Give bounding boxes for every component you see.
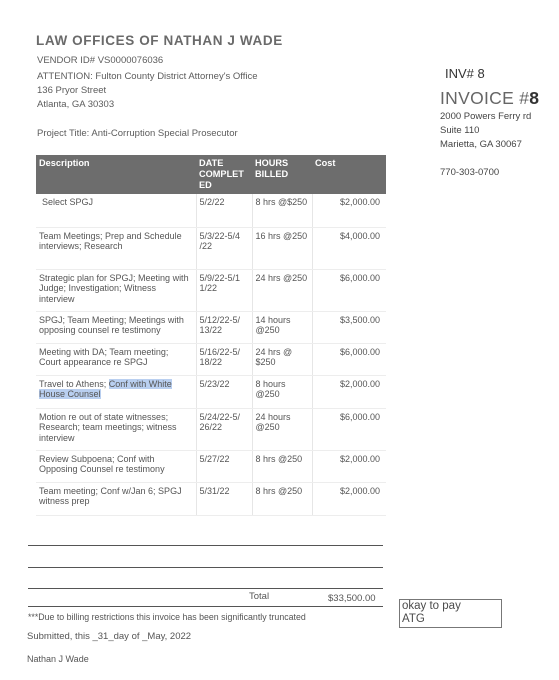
firm-name: LAW OFFICES OF NATHAN J WADE	[36, 33, 283, 48]
table-row	[36, 269, 386, 311]
table-header-row	[36, 155, 386, 194]
firm-address-line1: 2000 Powers Ferry rd	[440, 111, 532, 122]
row-description	[36, 311, 196, 343]
invoice-number: 8	[529, 88, 540, 108]
header-description: Description	[36, 155, 196, 194]
row-cost: $6,000.00	[312, 269, 386, 311]
invoice-title	[440, 88, 539, 109]
approval-stamp	[399, 599, 502, 628]
blank-line-3	[28, 588, 383, 589]
row-date: 5/9/22-5/1 1/22	[196, 269, 252, 311]
recipient-street: 136 Pryor Street	[37, 85, 107, 96]
row-date: 5/24/22-5/ 26/22	[196, 408, 252, 450]
row-cost: $2,000.00	[312, 375, 386, 408]
row-date: 5/16/22-5/ 18/22	[196, 343, 252, 375]
row-description-text: Strategic plan for SPGJ; Meeting with Judge; Investigation; Witness interview	[39, 272, 189, 304]
approval-initials: ATG	[402, 613, 425, 625]
invoice-title-text: INVOICE #	[440, 88, 530, 108]
table-row	[36, 408, 386, 450]
header-cost: Cost	[312, 155, 386, 194]
blank-line-2	[28, 567, 383, 568]
table-row	[36, 227, 386, 269]
table-row	[36, 194, 386, 227]
row-hours: 8 hrs @250	[252, 482, 312, 515]
row-description-text: SPGJ; Team Meeting; Meetings with opposing counsel re testimony	[39, 314, 184, 335]
row-cost: $4,000.00	[312, 227, 386, 269]
row-description	[36, 375, 196, 408]
total-value: $33,500.00	[328, 593, 376, 604]
row-date: 5/12/22-5/ 13/22	[196, 311, 252, 343]
row-description-highlight: Conf with White House Counsel	[39, 378, 172, 399]
row-description-text: Select SPGJ	[42, 197, 94, 207]
total-rule	[28, 606, 383, 607]
table-row	[36, 450, 386, 482]
row-description	[36, 450, 196, 482]
row-description	[36, 343, 196, 375]
row-date: 5/2/22	[196, 194, 252, 227]
total-label: Total	[249, 591, 270, 602]
header-hours: HOURS BILLED	[252, 155, 312, 194]
row-hours: 24 hours @250	[252, 408, 312, 450]
row-cost: $2,000.00	[312, 450, 386, 482]
row-cost: $3,500.00	[312, 311, 386, 343]
submitted-line: Submitted, this _31_day of _May, 2022	[27, 631, 192, 642]
row-description	[36, 482, 196, 515]
row-description-text: Review Subpoena; Conf with Opposing Counsel re testimony	[39, 453, 165, 474]
header-date: DATE COMPLET ED	[196, 155, 252, 194]
row-date: 5/23/22	[196, 375, 252, 408]
firm-address-line3: Marietta, GA 30067	[440, 139, 522, 150]
row-hours: 16 hrs @250	[252, 227, 312, 269]
row-cost: $6,000.00	[312, 408, 386, 450]
row-description	[36, 194, 196, 227]
row-description-text: Team Meetings; Prep and Schedule interviews; Research	[39, 230, 182, 251]
row-description-text: Travel to Athens;	[39, 378, 109, 389]
row-date: 5/3/22-5/4 /22	[196, 227, 252, 269]
row-date: 5/31/22	[196, 482, 252, 515]
row-hours: 24 hrs @250	[252, 269, 312, 311]
table-row	[36, 343, 386, 375]
row-hours: 24 hrs @ $250	[252, 343, 312, 375]
signer-name: Nathan J Wade	[27, 654, 89, 664]
table-row	[36, 375, 386, 408]
row-hours: 14 hours @250	[252, 311, 312, 343]
row-cost: $6,000.00	[312, 343, 386, 375]
row-description	[36, 408, 196, 450]
inv-number-label: INV# 8	[445, 66, 485, 81]
firm-address-line2: Suite 110	[440, 125, 480, 136]
row-cost: $2,000.00	[312, 194, 386, 227]
recipient-city: Atlanta, GA 30303	[37, 99, 115, 110]
table-body	[36, 194, 386, 515]
table-row	[36, 311, 386, 343]
row-hours: 8 hours @250	[252, 375, 312, 408]
row-date: 5/27/22	[196, 450, 252, 482]
row-description-text: Meeting with DA; Team meeting; Court appearance re SPGJ	[39, 346, 169, 367]
vendor-id: VENDOR ID# VS0000076036	[37, 55, 164, 66]
row-hours: 8 hrs @$250	[252, 194, 312, 227]
table-row	[36, 482, 386, 515]
row-description-text: Team meeting; Conf w/Jan 6; SPGJ witness prep	[39, 485, 182, 506]
attention-line: ATTENTION: Fulton County District Attorney's Office	[37, 71, 258, 82]
blank-line-1	[28, 545, 383, 546]
row-description	[36, 227, 196, 269]
row-cost: $2,000.00	[312, 482, 386, 515]
row-description	[36, 269, 196, 311]
row-description-text: Motion re out of state witnesses; Research; team meetings; witness interview	[39, 411, 177, 443]
project-title: Project Title: Anti-Corruption Special Prosecutor	[37, 128, 238, 139]
billing-table	[36, 155, 386, 516]
approval-text: okay to pay	[402, 600, 461, 612]
truncation-note: ***Due to billing restrictions this invoice has been significantly truncated	[28, 612, 306, 622]
row-hours: 8 hrs @250	[252, 450, 312, 482]
firm-phone: 770-303-0700	[440, 167, 500, 178]
